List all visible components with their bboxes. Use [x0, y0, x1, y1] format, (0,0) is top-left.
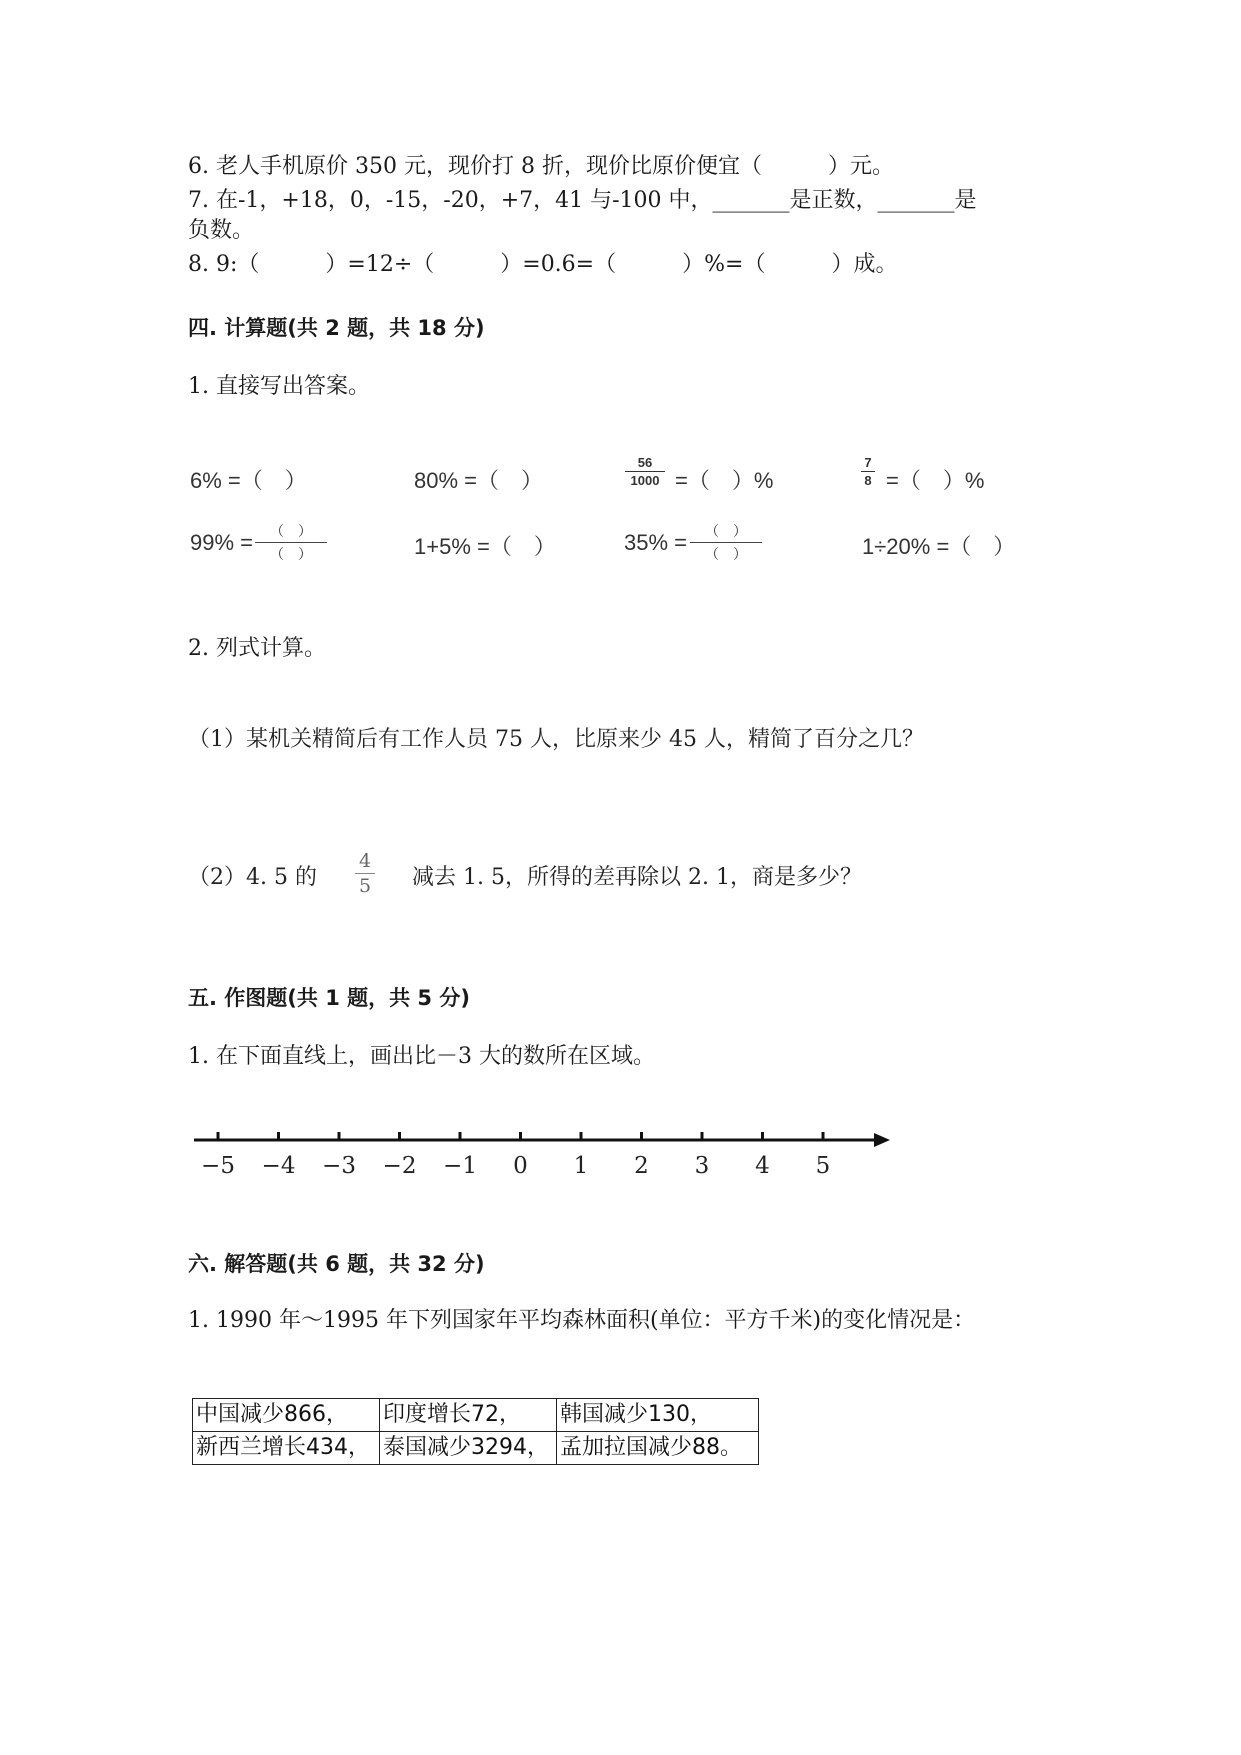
section-4-q2-2-prefix: （2）4. 5 的: [188, 865, 317, 890]
calc-99-percent-prefix: 99% =: [190, 530, 253, 555]
section-4-q1-title: 1. 直接写出答案。: [188, 374, 370, 399]
table-row: [193, 1432, 759, 1465]
section-6-q1: 1. 1990 年～1995 年下列国家年平均森林面积(单位：平方千米)的变化情况是：: [188, 1308, 976, 1333]
fraction-denominator: 1000: [630, 473, 660, 488]
section-4-q2-2-suffix: 减去 1. 5，所得的差再除以 2. 1，商是多少？: [412, 865, 862, 890]
section-4-heading: 四. 计算题(共 2 题，共 18 分): [188, 316, 485, 340]
number-line-label: −5: [201, 1153, 235, 1179]
calc-80-percent: 80% =（ ）: [414, 468, 543, 493]
table-cell: 中国减少866，: [193, 1399, 380, 1432]
table-cell: 韩国减少130，: [557, 1399, 759, 1432]
fraction-bar: [690, 542, 762, 543]
fraction-blank-35: [690, 521, 762, 564]
fraction-56-1000: [625, 455, 665, 488]
calc-7-8-rest: =（ ）%: [886, 468, 985, 493]
forest-area-table: [192, 1398, 759, 1465]
fraction-blank-99: [255, 521, 327, 564]
number-line-label: 5: [815, 1153, 831, 1179]
number-line-label: 3: [694, 1153, 710, 1179]
fraction-numerator: 7: [864, 455, 872, 470]
fraction-denominator: （ ）: [270, 546, 312, 562]
fraction-numerator: （ ）: [270, 523, 312, 539]
section-6-heading: 六. 解答题(共 6 题，共 32 分): [188, 1252, 485, 1276]
number-line-label: −2: [382, 1153, 417, 1179]
fraction-4-5: [355, 850, 375, 897]
fraction-denominator: 8: [864, 473, 872, 488]
calc-6-percent: 6% =（ ）: [190, 468, 307, 493]
section-4-q2-1: （1）某机关精简后有工作人员 75 人，比原来少 45 人，精简了百分之几？: [188, 727, 924, 752]
table-cell: 孟加拉国减少88。: [557, 1432, 759, 1465]
number-line-label: 4: [755, 1153, 770, 1179]
calc-1-div-20-percent: 1÷20% =（ ）: [862, 534, 1016, 559]
number-line-arrow: [874, 1133, 890, 1147]
fraction-bar: [861, 471, 875, 472]
fraction-denominator: （ ）: [705, 546, 747, 562]
section-4-q2-title: 2. 列式计算。: [188, 636, 326, 661]
table-cell: 新西兰增长434，: [193, 1432, 380, 1465]
calc-1-plus-5-percent: 1+5% =（ ）: [414, 534, 556, 559]
number-line-label: −3: [322, 1153, 356, 1179]
table-cell: 泰国减少3294，: [380, 1432, 557, 1465]
section-5-q1: 1. 在下面直线上，画出比－3 大的数所在区域。: [188, 1044, 655, 1069]
fraction-denominator: 5: [358, 875, 372, 897]
section-5-heading: 五. 作图题(共 1 题，共 5 分): [188, 986, 470, 1010]
question-6: 6. 老人手机原价 350 元，现价打 8 折，现价比原价便宜（ ）元。: [188, 154, 894, 179]
question-7-line1: 7. 在-1，+18，0，-15，-20，+7，41 与-100 中，_______是正数，_______是: [188, 188, 977, 213]
fraction-7-8: [861, 455, 875, 488]
question-8: 8. 9:（ ）=12÷（ ）=0.6=（ ）%=（ ）成。: [188, 252, 898, 277]
number-line-label: 0: [513, 1153, 528, 1179]
table-row: [193, 1399, 759, 1432]
fraction-numerator: 4: [358, 850, 372, 872]
fraction-bar: [355, 873, 375, 874]
number-line-label: −4: [261, 1153, 296, 1179]
fraction-bar: [255, 542, 327, 543]
fraction-bar: [625, 471, 665, 472]
calc-35-percent-prefix: 35% =: [624, 530, 687, 555]
number-line-label: 2: [634, 1153, 649, 1179]
question-7-line2: 负数。: [188, 218, 255, 243]
fraction-numerator: （ ）: [705, 523, 747, 539]
number-line-label: 1: [573, 1153, 589, 1179]
calc-56-1000-rest: =（ ）%: [675, 468, 774, 493]
fraction-numerator: 56: [637, 455, 653, 470]
number-line: [190, 1118, 900, 1198]
table-cell: 印度增长72，: [380, 1399, 557, 1432]
number-line-label: −1: [443, 1153, 477, 1179]
